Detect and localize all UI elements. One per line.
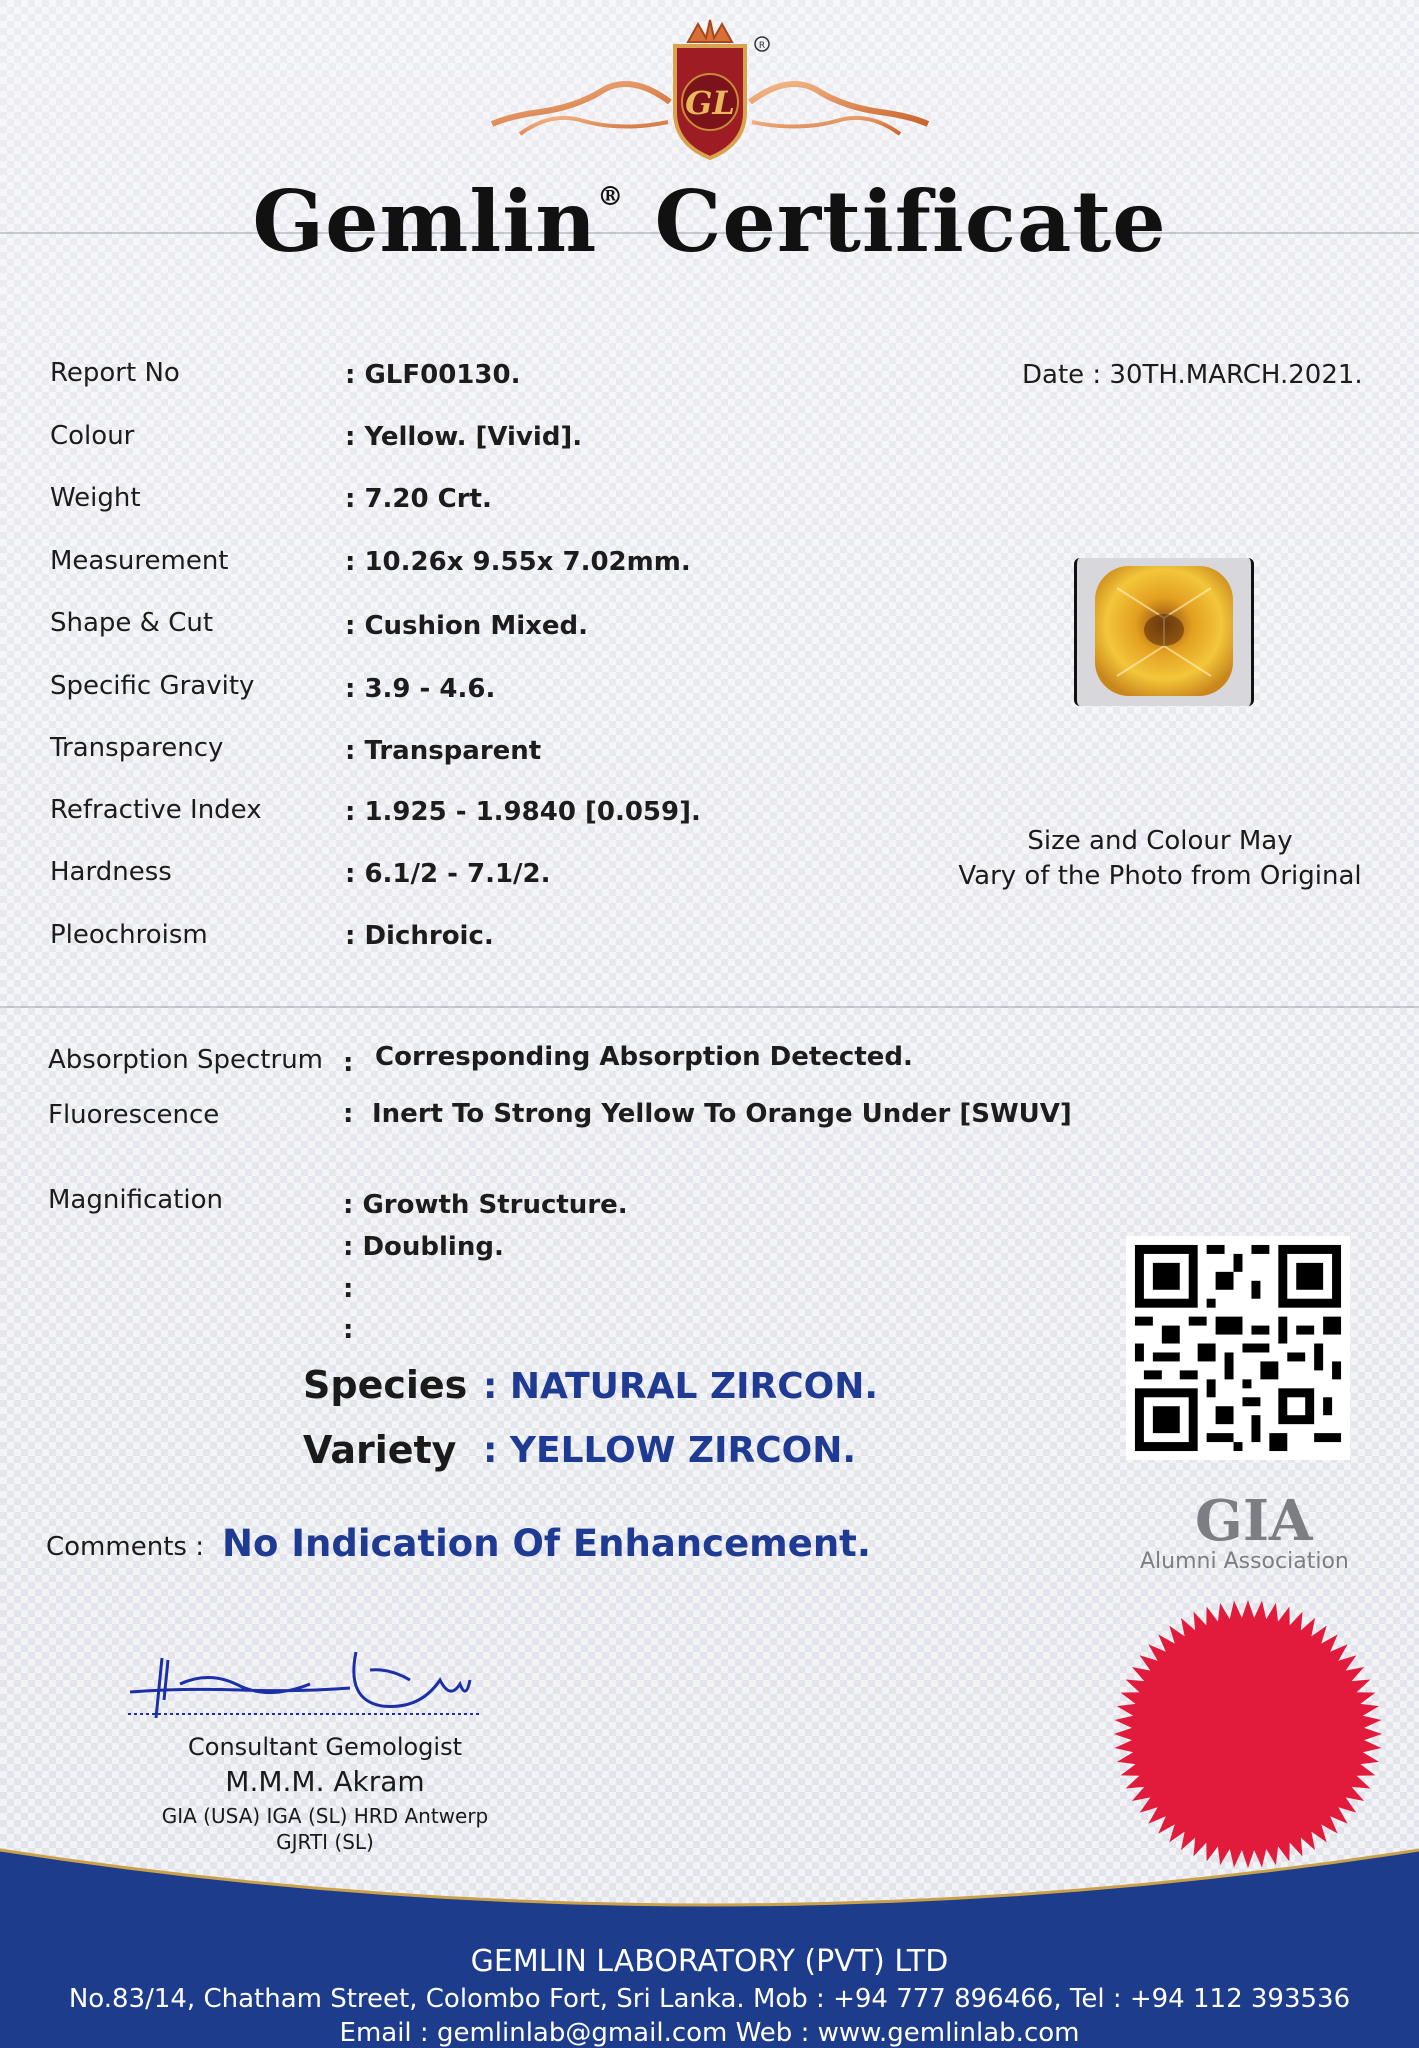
absorption-colon: : [343, 1048, 354, 1078]
gemstone-photo [1074, 558, 1254, 706]
field-label-hardness: Hardness [50, 857, 172, 887]
qr-code[interactable] [1126, 1236, 1350, 1460]
field-value-colour: : Yellow. [Vivid]. [345, 422, 583, 452]
signatory-title: Consultant Gemologist [188, 1733, 462, 1761]
magnification-value-3: : [343, 1274, 354, 1304]
fluorescence-colon: : [343, 1099, 354, 1129]
field-value-report-no: : GLF00130. [345, 360, 521, 390]
field-label-pleochroism: Pleochroism [50, 920, 208, 950]
footer-company: GEMLIN LABORATORY (PVT) LTD [470, 1944, 949, 1979]
fold-line-middle [0, 1006, 1419, 1008]
field-value-weight: : 7.20 Crt. [345, 484, 492, 514]
fluorescence-value: Inert To Strong Yellow To Orange Under [SWUV] [372, 1099, 1072, 1129]
gia-alumni-text: Alumni Association [1140, 1549, 1349, 1574]
field-label-refractive-index: Refractive Index [50, 795, 262, 825]
magnification-label: Magnification [48, 1185, 223, 1215]
field-label-specific-gravity: Specific Gravity [50, 671, 255, 701]
species-label: Species [303, 1363, 468, 1407]
field-value-measurement: : 10.26x 9.55x 7.02mm. [345, 547, 691, 577]
field-value-refractive-index: : 1.925 - 1.9840 [0.059]. [345, 797, 701, 827]
gemstone-image [1077, 558, 1251, 706]
signature-scribble [120, 1640, 480, 1740]
field-label-transparency: Transparency [50, 733, 224, 763]
comments-value: No Indication Of Enhancement. [222, 1522, 871, 1565]
field-label-weight: Weight [50, 483, 141, 513]
certificate-title [0, 172, 1419, 271]
gemlin-crest-logo [480, 12, 940, 172]
variety-label: Variety [303, 1428, 457, 1472]
registered-mark: ® [597, 182, 625, 212]
photo-note-line2: Vary of the Photo from Original [958, 861, 1362, 891]
magnification-value-1: : Growth Structure. [343, 1190, 628, 1220]
field-label-shape-cut: Shape & Cut [50, 608, 214, 638]
crest-monogram: GL [685, 84, 735, 122]
svg-text:R: R [758, 41, 766, 51]
field-value-specific-gravity: : 3.9 - 4.6. [345, 674, 496, 704]
photo-note-line1: Size and Colour May [1027, 826, 1293, 856]
field-value-transparency: : Transparent [345, 736, 542, 766]
footer-address: No.83/14, Chatham Street, Colombo Fort, Sri Lanka. Mob : +94 777 896466, Tel : +94 112 393536 [68, 1984, 1351, 2014]
species-value: : NATURAL ZIRCON. [483, 1366, 879, 1407]
signatory-credentials: GIA (USA) IGA (SL) HRD Antwerp [161, 1804, 489, 1828]
footer-band [0, 1820, 1419, 2048]
field-value-hardness: : 6.1/2 - 7.1/2. [345, 859, 551, 889]
magnification-value-4: : [343, 1315, 354, 1345]
gia-logo-text: GIA [1195, 1488, 1313, 1554]
signatory-name: M.M.M. Akram [225, 1765, 425, 1798]
comments-label: Comments : [46, 1532, 204, 1562]
signatory-credentials-2: GJRTI (SL) [276, 1830, 374, 1854]
title-certificate: Certificate [624, 172, 1167, 271]
title-brand: Gemlin [252, 172, 598, 271]
footer-contact[interactable]: Email : gemlinlab@gmail.com Web : www.gemlinlab.com [339, 2018, 1080, 2048]
field-label-colour: Colour [50, 421, 135, 451]
fluorescence-label: Fluorescence [48, 1100, 220, 1130]
absorption-label: Absorption Spectrum [48, 1045, 323, 1075]
field-value-shape-cut: : Cushion Mixed. [345, 611, 589, 641]
report-date: Date : 30TH.MARCH.2021. [1022, 360, 1363, 390]
variety-value: : YELLOW ZIRCON. [483, 1430, 857, 1471]
field-value-pleochroism: : Dichroic. [345, 921, 494, 951]
magnification-value-2: : Doubling. [343, 1232, 504, 1262]
field-label-measurement: Measurement [50, 546, 229, 576]
field-label-report-no: Report No [50, 358, 180, 388]
absorption-value: Corresponding Absorption Detected. [375, 1042, 913, 1072]
